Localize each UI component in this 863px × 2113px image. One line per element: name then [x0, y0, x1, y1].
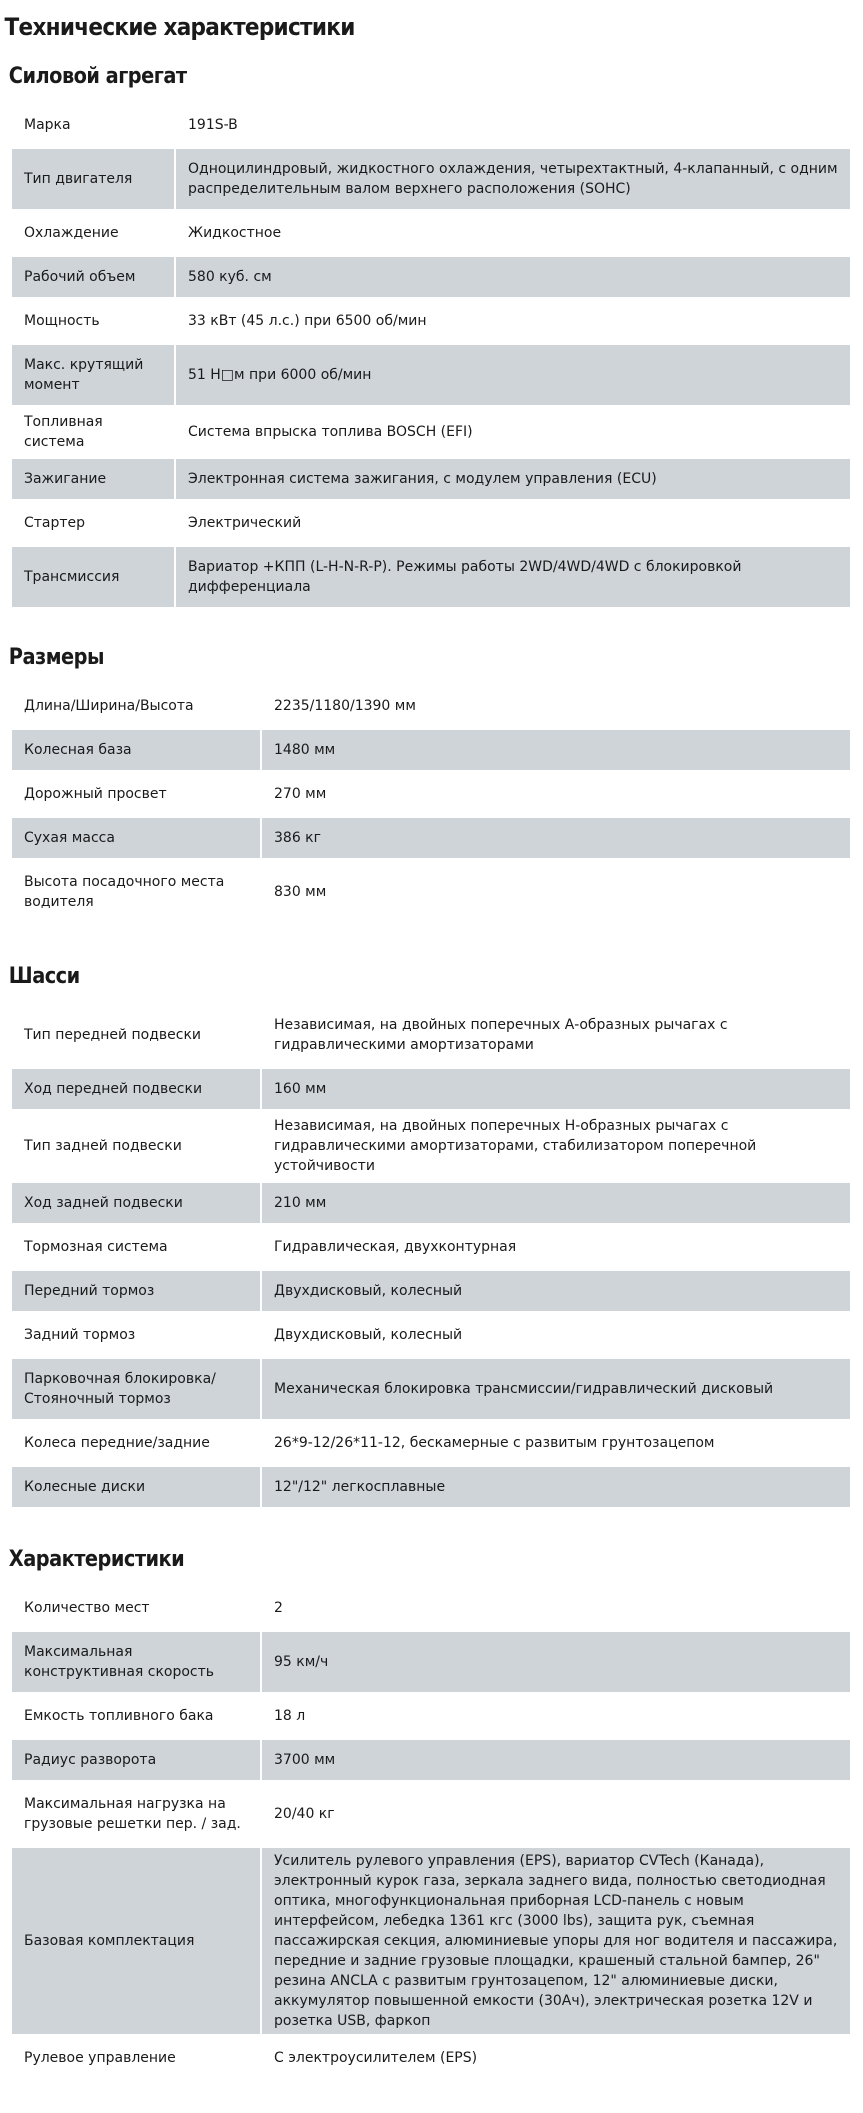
row-label: Базовая комплектация	[12, 1848, 262, 2034]
row-value: 95 км/ч	[262, 1632, 850, 1692]
row-label: Зажигание	[12, 459, 176, 499]
row-value: Электрический	[188, 515, 302, 531]
table-row	[12, 149, 850, 209]
table-row	[12, 730, 850, 770]
row-value: 51 Н□м при 6000 об/мин	[176, 345, 850, 405]
spec-table-dimensions	[12, 682, 850, 926]
row-value: 2235/1180/1390 мм	[274, 698, 416, 714]
row-label: Тип задней подвески	[12, 1113, 262, 1179]
row-value: Двухдисковый, колесный	[274, 1327, 463, 1343]
table-row	[12, 257, 850, 297]
table-row	[12, 1423, 850, 1463]
section-title-characteristics: Характеристики	[8, 1547, 185, 1572]
table-row	[12, 1315, 850, 1355]
spec-table-chassis	[12, 1001, 850, 1511]
row-value: 191S-B	[188, 117, 238, 133]
page-title: Технические характеристики	[4, 13, 355, 41]
row-value: 160 мм	[262, 1069, 850, 1109]
table-row	[12, 301, 850, 341]
table-row	[12, 105, 850, 145]
row-label: Трансмиссия	[12, 547, 176, 607]
table-row	[12, 1183, 850, 1223]
row-label: Тормозная система	[12, 1227, 262, 1267]
table-row	[12, 1227, 850, 1267]
table-row	[12, 409, 850, 455]
table-row	[12, 345, 850, 405]
row-value: Механическая блокировка трансмиссии/гидравлический дисковый	[262, 1359, 850, 1419]
row-value: Система впрыска топлива BOSCH (EFI)	[188, 424, 473, 440]
row-value: Усилитель рулевого управления (EPS), вариатор CVTech (Канада), электронный курок газа, зеркала заднего вида, полностью светодиодная оптика, многофункциональная приборная LCD-панель с новым интерфейсом, лебедка 1361 кгс (3000 lbs), защита рук, съемная пассажирская секция, алюминиевые упоры для ног водителя и пассажира, передние и задние грузовые площадки, крашеный стальной бампер, 26" резина ANCLA с развитым грунтозацепом, 12" алюминиевые диски, аккумулятор повышенной емкости (30Ач), электрическая розетка 12V и розетка USB, фаркоп	[262, 1848, 850, 2034]
row-value: Независимая, на двойных поперечных Н-образных рычагах с гидравлическими амортизаторами, стабилизатором поперечной устойчивости	[274, 1118, 757, 1174]
row-value: 580 куб. см	[176, 257, 850, 297]
table-row	[12, 459, 850, 499]
table-row	[12, 774, 850, 814]
row-label: Высота посадочного места водителя	[12, 862, 262, 922]
row-label: Максимальная нагрузка на грузовые решетки пер. / зад.	[12, 1784, 262, 1844]
table-row	[12, 213, 850, 253]
row-value: 830 мм	[274, 884, 327, 900]
row-value: 26*9-12/26*11-12, бескамерные с развитым грунтозацепом	[274, 1435, 715, 1451]
row-label: Емкость топливного бака	[12, 1696, 262, 1736]
row-label: Колесная база	[12, 730, 262, 770]
row-value: 210 мм	[262, 1183, 850, 1223]
row-value: 386 кг	[262, 818, 850, 858]
row-label: Передний тормоз	[12, 1271, 262, 1311]
row-label: Макс. крутящий момент	[12, 345, 176, 405]
row-value: Жидкостное	[188, 225, 282, 241]
table-row	[12, 1784, 850, 1844]
section-title-dimensions: Размеры	[8, 645, 104, 670]
row-value: Одноцилиндровый, жидкостного охлаждения, четырехтактный, 4-клапанный, с одним распределительным валом верхнего расположения (SOHC)	[176, 149, 850, 209]
row-label: Рабочий объем	[12, 257, 176, 297]
table-row	[12, 1588, 850, 1628]
row-label: Длина/Ширина/Высота	[12, 686, 262, 726]
table-row	[12, 547, 850, 607]
section-title-power-unit: Силовой агрегат	[8, 64, 187, 89]
row-label: Парковочная блокировка/Стояночный тормоз	[12, 1359, 262, 1419]
row-label: Охлаждение	[12, 213, 176, 253]
row-label: Ход задней подвески	[12, 1183, 262, 1223]
row-label: Количество мест	[12, 1588, 262, 1628]
table-row	[12, 503, 850, 543]
row-label: Тип двигателя	[12, 149, 176, 209]
table-row	[12, 1696, 850, 1736]
table-row	[12, 862, 850, 922]
row-label: Радиус разворота	[12, 1740, 262, 1780]
spec-table-power-unit	[12, 101, 850, 611]
table-row	[12, 818, 850, 858]
row-value: Независимая, на двойных поперечных А-образных рычагах с гидравлическими амортизаторами	[274, 1017, 728, 1053]
row-label: Рулевое управление	[12, 2038, 262, 2078]
spec-table-characteristics	[12, 1584, 850, 2082]
row-label: Стартер	[12, 503, 176, 543]
table-row	[12, 2038, 850, 2078]
row-value: С электроусилителем (EPS)	[274, 2050, 478, 2066]
row-label: Максимальная конструктивная скорость	[12, 1632, 262, 1692]
table-row	[12, 1848, 850, 2034]
table-row	[12, 1632, 850, 1692]
row-value: 20/40 кг	[274, 1806, 335, 1822]
table-row	[12, 1113, 850, 1179]
row-value: 12"/12" легкосплавные	[262, 1467, 850, 1507]
row-label: Ход передней подвески	[12, 1069, 262, 1109]
row-label: Тип передней подвески	[12, 1005, 262, 1065]
row-value: Электронная система зажигания, с модулем управления (ECU)	[176, 459, 850, 499]
table-row	[12, 1005, 850, 1065]
row-value: 1480 мм	[262, 730, 850, 770]
row-value: Двухдисковый, колесный	[262, 1271, 850, 1311]
row-value: 270 мм	[274, 786, 327, 802]
row-label: Задний тормоз	[12, 1315, 262, 1355]
row-value: 33 кВт (45 л.с.) при 6500 об/мин	[188, 313, 427, 329]
table-row	[12, 1740, 850, 1780]
row-value: 3700 мм	[262, 1740, 850, 1780]
row-label: Сухая масса	[12, 818, 262, 858]
table-row	[12, 1467, 850, 1507]
table-row	[12, 1359, 850, 1419]
table-row	[12, 1069, 850, 1109]
row-label: Мощность	[12, 301, 176, 341]
row-label: Колеса передние/задние	[12, 1423, 262, 1463]
row-label: Дорожный просвет	[12, 774, 262, 814]
row-value: Гидравлическая, двухконтурная	[274, 1239, 517, 1255]
row-label: Марка	[12, 105, 176, 145]
section-title-chassis: Шасси	[8, 964, 80, 989]
row-label: Топливная система	[12, 409, 176, 455]
row-value: 18 л	[274, 1708, 306, 1724]
row-value: 2	[274, 1600, 283, 1616]
row-value: Вариатор +КПП (L-H-N-R-P). Режимы работы 2WD/4WD/4WD с блокировкой дифференциала	[176, 547, 850, 607]
table-row	[12, 686, 850, 726]
row-label: Колесные диски	[12, 1467, 262, 1507]
table-row	[12, 1271, 850, 1311]
